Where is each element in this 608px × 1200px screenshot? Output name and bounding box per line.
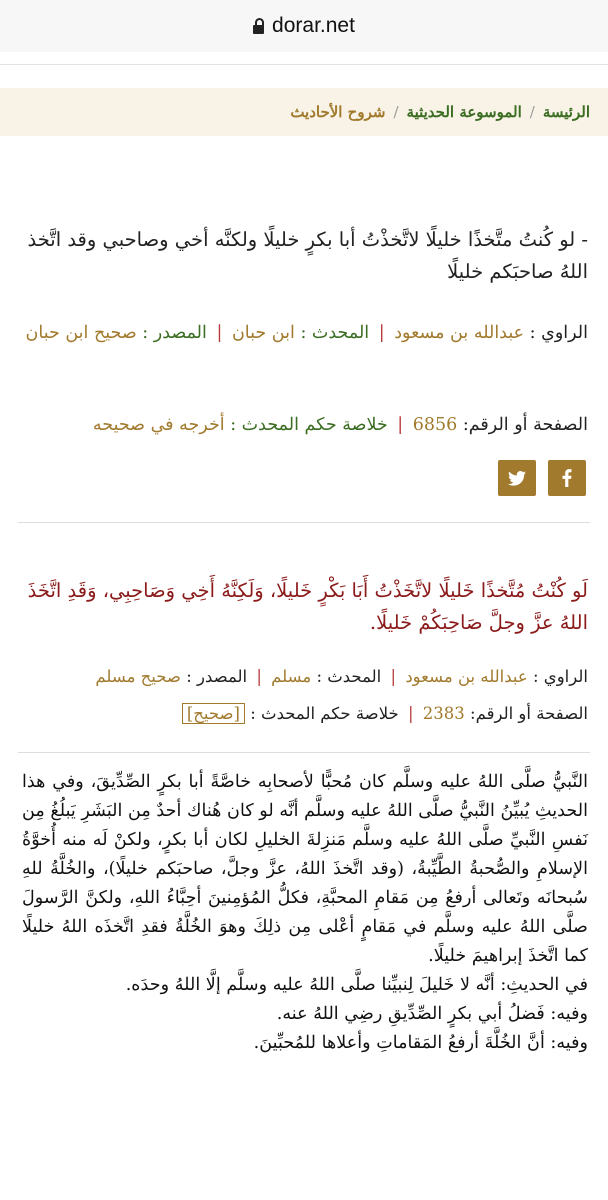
hadith-1-narration-info (22, 316, 588, 350)
separator-bar: | (390, 667, 397, 686)
header-divider (0, 52, 608, 65)
separator-bar: | (256, 667, 262, 686)
hadith-1-grade-info (22, 408, 588, 442)
separator-bar: | (407, 704, 414, 723)
lock-icon (253, 25, 264, 34)
narrator-label: الراوي : (533, 667, 588, 686)
breadcrumb-separator: / (393, 103, 399, 121)
page-number: 2383 (422, 704, 465, 723)
hadith-text-2: لَو كُنْتُ مُتَّخذًا خَليلًا لاتَّخَذْتُ أَبَا بَكْرٍ خَليلًا، وَلَكِنَّهُ أَخِي وَصَاحِبِي، وَقَدِ اتَّخَذَ اللهُ عزَّ وجلَّ صَاحِبَكُمْ خَليلًا. (27, 579, 588, 634)
narrator-link[interactable]: عبدالله بن مسعود (405, 667, 528, 686)
facebook-icon (562, 469, 572, 487)
hadith-2-grade-info (22, 697, 588, 731)
facebook-share-button[interactable] (548, 460, 586, 496)
narrator-label: الراوي : (529, 323, 588, 343)
twitter-share-button[interactable] (498, 460, 536, 496)
breadcrumb-encyclopedia-link[interactable]: الموسوعة الحديثية (406, 103, 522, 121)
browser-address-bar[interactable] (0, 0, 608, 52)
page-label: الصفحة أو الرقم: (462, 415, 588, 435)
section-divider (18, 522, 590, 523)
twitter-icon (508, 471, 526, 486)
breadcrumb-separator: / (529, 103, 535, 121)
explanation-benefit-2: وفيه: فَضلُ أبي بكرٍ الصِّدِّيقِ رضِي اللهُ عنه. (276, 1004, 588, 1024)
separator-bar: | (216, 323, 223, 343)
grade-label: خلاصة حكم المحدث : (230, 415, 388, 435)
url-text[interactable]: dorar.net (272, 14, 355, 37)
section-divider (18, 752, 590, 753)
source-link[interactable]: صحيح ابن حبان (25, 323, 137, 343)
muhaddith-label: المحدث : (300, 323, 370, 343)
muhaddith-link[interactable]: مسلم (271, 667, 312, 686)
hadith-explanation (22, 768, 588, 1058)
source-link[interactable]: صحيح مسلم (95, 667, 181, 686)
share-buttons (498, 460, 586, 496)
breadcrumb (0, 88, 608, 136)
hadith-2-narration-info (22, 660, 588, 694)
source-label: المصدر : (186, 667, 248, 686)
breadcrumb-current: شروح الأحاديث (290, 103, 386, 121)
muhaddith-link[interactable]: ابن حبان (231, 323, 295, 343)
page-label: الصفحة أو الرقم: (470, 704, 588, 723)
explanation-benefit-1: في الحديثِ: أنَّه لا خَليلَ لِنبيِّنا صلَّى اللهُ عليه وسلَّم إلَّا اللهُ وحدَه. (125, 975, 588, 995)
explanation-paragraph: النَّبيُّ صلَّى اللهُ عليه وسلَّم كان مُحبًّا لأصحابِه خاصَّةً أبا بكرٍ الصِّدِّيقَ، وفي هذا الحديثِ يُبيِّنُ النَّبيُّ صلَّى اللهُ عليه وسلَّم أنَّه لو كان هُناك أحدٌ مِن البَشَرِ يَبلُغُ مِن نَفسِ النَّبيِّ صلَّى اللهُ عليه وسلَّم مَنزِلةَ الخليلِ لكان أبا بكرٍ، ولكنْ لَه منه أُخوَّةُ الإسلامِ والصُّحبةُ الطَّيِّبةُ، (وقد اتَّخذَ اللهُ، عزَّ وجلَّ، صاحبَكم خليلًا)، والخُلَّةُ للهِ سُبحانَه وتَعالى أرفعُ مِن مَقامِ المحبَّةِ، فكلُّ المُؤمِنينَ أحِبَّاءُ اللهِ، ولكنَّ الرَّسولَ صلَّى اللهُ عليه وسلَّم في مَقامٍ أعْلى مِن ذلِكَ وهوَ الخُلَّةُ فقدِ اتَّخذَه اللهُ خليلًا كما اتَّخذَ إبراهيمَ خليلًا. (22, 772, 588, 966)
hadith-text-1: - لو كُنتُ متَّخذًا خليلًا لاتَّخذْتُ أبا بكرٍ خليلًا ولكنَّه أخي وصاحبي وقد اتَّخذ اللهُ صاحبَكم خليلًا (27, 228, 588, 283)
breadcrumb-home-link[interactable]: الرئيسة (542, 103, 590, 121)
grade-value: أخرجه في صحيحه (92, 415, 225, 435)
grade-label: خلاصة حكم المحدث : (250, 704, 399, 723)
source-label: المصدر : (142, 323, 207, 343)
separator-bar: | (378, 323, 385, 343)
explanation-benefit-3: وفيه: أنَّ الخُلَّةَ أرفعُ المَقاماتِ وأعلاها للمُحبِّينَ. (253, 1033, 588, 1053)
separator-bar: | (397, 415, 404, 435)
page-number: 6856 (412, 415, 458, 435)
muhaddith-label: المحدث : (316, 667, 382, 686)
narrator-link[interactable]: عبدالله بن مسعود (394, 323, 525, 343)
grade-value: [صحيح] (182, 703, 245, 724)
